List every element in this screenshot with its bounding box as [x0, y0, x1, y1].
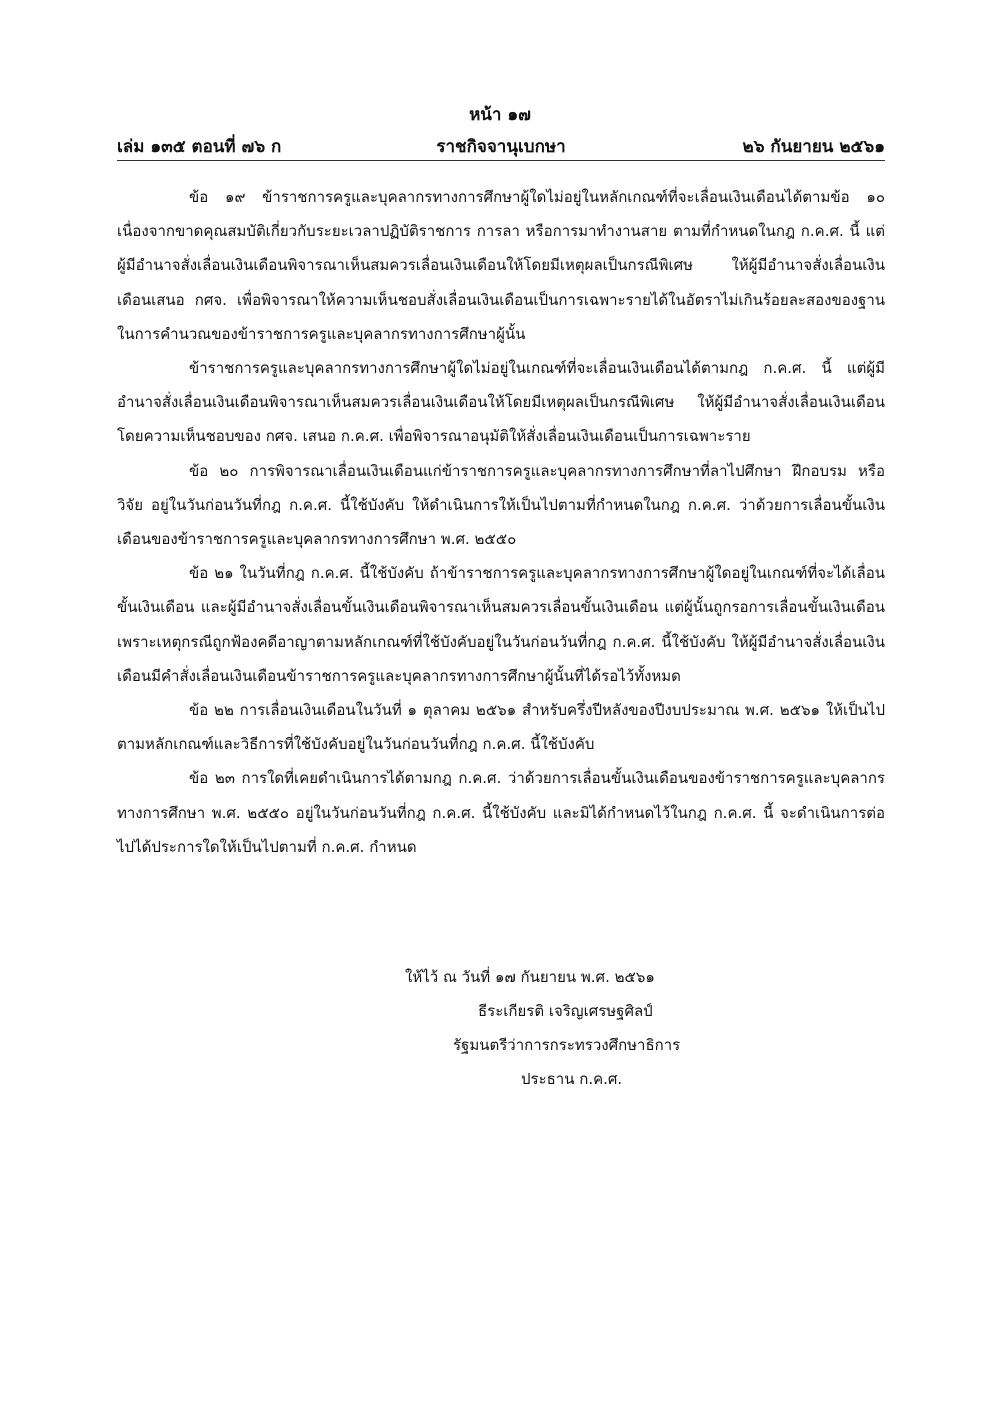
- paragraph-article-19-second: ข้าราชการครูและบุคลากรทางการศึกษาผู้ใดไม่อยู่ในเกณฑ์ที่จะเลื่อนเงินเดือนได้ตามกฎ ก.ค.ศ. นี้ แต่ผู้มีอำนาจสั่งเลื่อนเงินเดือนพิจารณาเห็นสมควรเลื่อนเงินเดือนให้โดยมีเหตุผลเป็นกรณีพิเศษ ให้ผู้มีอำนาจสั่งเลื่อนเงินเดือน โดยความเห็นชอบของ กศจ. เสนอ ก.ค.ศ. เพื่อพิจารณาอนุมัติให้สั่งเลื่อนเงินเดือนเป็นการเฉพาะราย: [117, 359, 885, 446]
- signatory-name: ธีระเกียรติ เจริญเศรษฐศิลป์: [478, 1002, 653, 1020]
- document-body: [117, 180, 885, 864]
- signature-date: ให้ไว้ ณ วันที่ ๑๗ กันยายน พ.ศ. ๒๕๖๑: [405, 968, 655, 986]
- page-number: หน้า ๑๗: [469, 105, 531, 125]
- paragraph-article-19: ข้อ ๑๙ ข้าราชการครูและบุคลากรทางการศึกษาผู้ใดไม่อยู่ในหลักเกณฑ์ที่จะเลื่อนเงินเดือนได้ตามข้อ ๑๐ เนื่องจากขาดคุณสมบัติเกี่ยวกับระยะเวลาปฏิบัติราชการ การลา หรือการมาทำงานสาย ตามที่กำหนดในกฎ ก.ค.ศ. นี้ แต่ผู้มีอำนาจสั่งเลื่อนเงินเดือนพิจารณาเห็นสมควรเลื่อนเงินเดือนให้โดยมีเหตุผลเป็นกรณีพิเศษ ให้ผู้มีอำนาจสั่งเลื่อนเงินเดือนเสนอ กศจ. เพื่อพิจารณาให้ความเห็นชอบสั่งเลื่อนเงินเดือนเป็นการเฉพาะรายได้ในอัตราไม่เกินร้อยละสองของฐานในการคำนวณของข้าราชการครูและบุคลากรทางการศึกษาผู้นั้น: [117, 188, 885, 343]
- gazette-header: [117, 133, 885, 157]
- header-divider: [117, 160, 885, 161]
- paragraph-article-22: ข้อ ๒๒ การเลื่อนเงินเดือนในวันที่ ๑ ตุลาคม ๒๕๖๑ สำหรับครึ่งปีหลังของปีงบประมาณ พ.ศ. ๒๕๖๑ ให้เป็นไปตามหลักเกณฑ์และวิธีการที่ใช้บังคับอยู่ในวันก่อนวันที่กฎ ก.ค.ศ. นี้ใช้บังคับ: [117, 701, 885, 754]
- publication-date: ๒๖ กันยายน ๒๕๖๑: [742, 137, 885, 157]
- signatory-title: รัฐมนตรีว่าการกระทรวงศึกษาธิการ: [453, 1036, 681, 1054]
- volume-issue: เล่ม ๑๓๕ ตอนที่ ๗๖ ก: [117, 137, 282, 157]
- signatory-role: ประธาน ก.ค.ศ.: [521, 1070, 623, 1088]
- paragraph-article-21: ข้อ ๒๑ ในวันที่กฎ ก.ค.ศ. นี้ใช้บังคับ ถ้าข้าราชการครูและบุคลากรทางการศึกษาผู้ใดอยู่ในเกณฑ์ที่จะได้เลื่อนขั้นเงินเดือน และผู้มีอำนาจสั่งเลื่อนขั้นเงินเดือนพิจารณาเห็นสมควรเลื่อนขั้นเงินเดือน แต่ผู้นั้นถูกรอการเลื่อนขั้นเงินเดือนเพราะเหตุกรณีถูกฟ้องคดีอาญาตามหลักเกณฑ์ที่ใช้บังคับอยู่ในวันก่อนวันที่กฎ ก.ค.ศ. นี้ใช้บังคับ ให้ผู้มีอำนาจสั่งเลื่อนเงินเดือนมีคำสั่งเลื่อนเงินเดือนข้าราชการครูและบุคลากรทางการศึกษาผู้นั้นที่ได้รอไว้ทั้งหมด: [117, 564, 885, 685]
- signature-block: [405, 960, 725, 1096]
- paragraph-article-23: ข้อ ๒๓ การใดที่เคยดำเนินการได้ตามกฎ ก.ค.ศ. ว่าด้วยการเลื่อนขั้นเงินเดือนของข้าราชการครูและบุคลากรทางการศึกษา พ.ศ. ๒๕๕๐ อยู่ในวันก่อนวันที่กฎ ก.ค.ศ. นี้ใช้บังคับ และมิได้กำหนดไว้ในกฎ ก.ค.ศ. นี้ จะดำเนินการต่อไปได้ประการใดให้เป็นไปตามที่ ก.ค.ศ. กำหนด: [117, 769, 885, 856]
- paragraph-article-20: ข้อ ๒๐ การพิจารณาเลื่อนเงินเดือนแก่ข้าราชการครูและบุคลากรทางการศึกษาที่ลาไปศึกษา ฝึกอบรม หรือวิจัย อยู่ในวันก่อนวันที่กฎ ก.ค.ศ. นี้ใช้บังคับ ให้ดำเนินการให้เป็นไปตามที่กำหนดในกฎ ก.ค.ศ. ว่าด้วยการเลื่อนขั้นเงินเดือนของข้าราชการครูและบุคลากรทางการศึกษา พ.ศ. ๒๕๕๐: [117, 461, 885, 549]
- publication-name: ราชกิจจานุเบกษา: [436, 137, 566, 157]
